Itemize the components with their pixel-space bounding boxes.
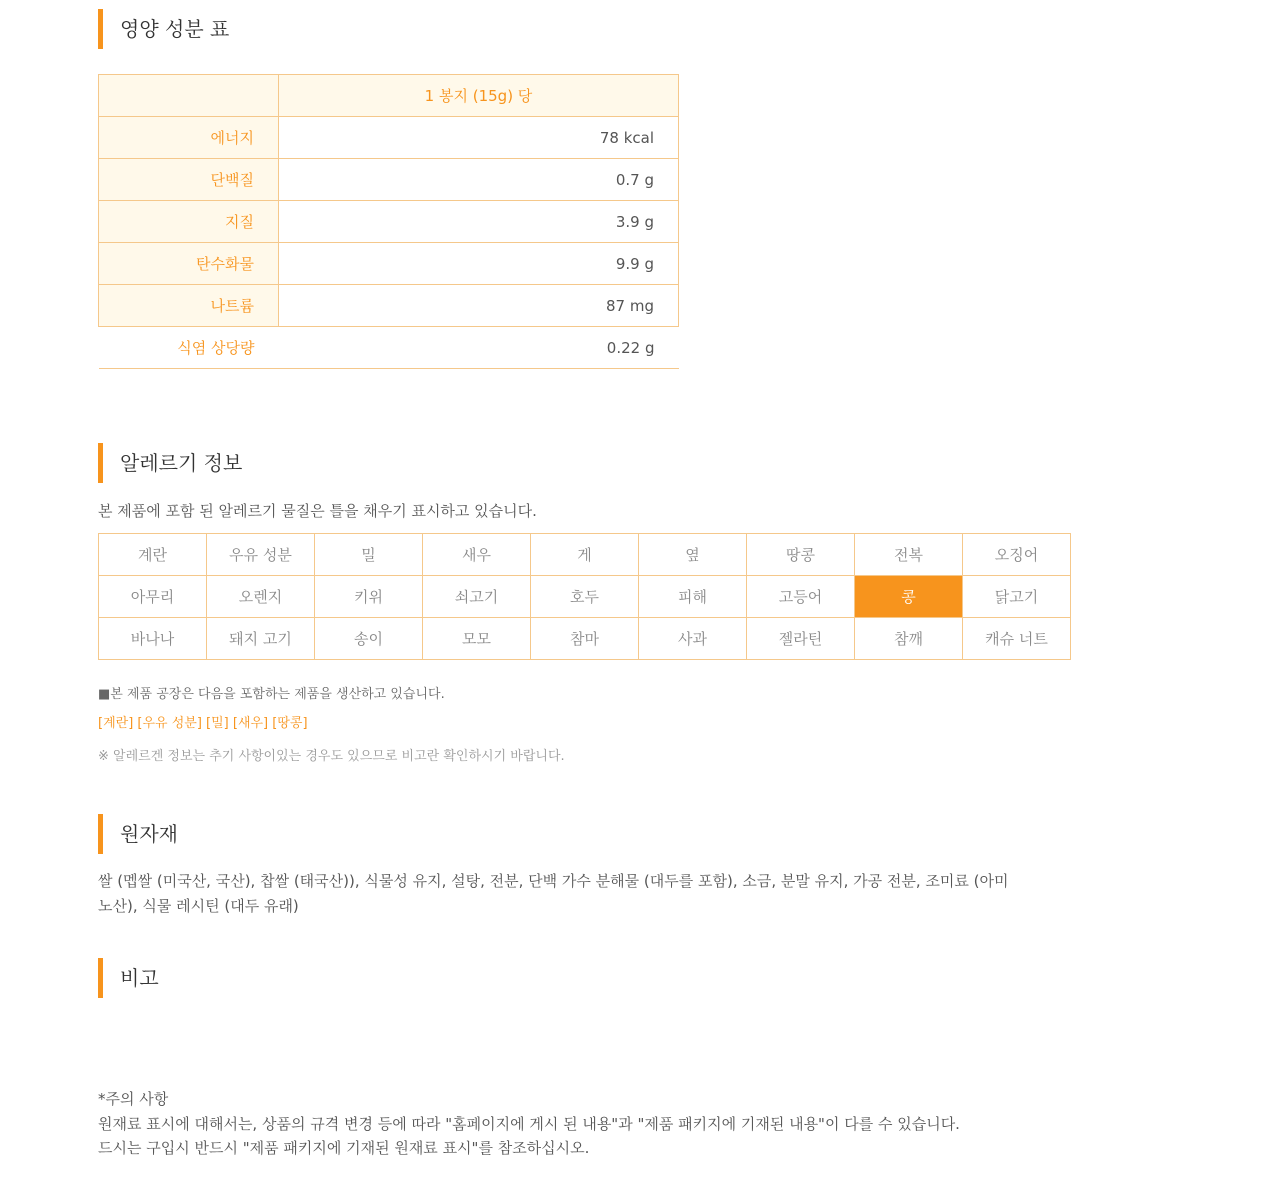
- nutrition-value: 78 kcal: [279, 117, 679, 159]
- ingredients-text-line2: 노산), 식물 레시틴 (대두 유래): [98, 897, 299, 915]
- allergen-cell-highlighted: 콩: [855, 576, 963, 618]
- caution-heading: *주의 사항: [98, 1090, 169, 1108]
- nutrition-header-value: 1 봉지 (15g) 당: [279, 75, 679, 117]
- table-row: [99, 243, 679, 285]
- nutrition-value: 0.7 g: [279, 159, 679, 201]
- allergen-cell: 모모: [423, 618, 531, 660]
- allergen-cell: 옆: [639, 534, 747, 576]
- allergen-cell: 피해: [639, 576, 747, 618]
- factory-note: ■본 제품 공장은 다음을 포함하는 제품을 생산하고 있습니다.: [98, 687, 445, 702]
- allergen-cell: 송이: [315, 618, 423, 660]
- nutrition-label: 탄수화물: [99, 243, 279, 285]
- nutrition-header-label: [99, 75, 279, 117]
- nutrition-label: 나트륨: [99, 285, 279, 327]
- ingredients-section-title: 원자재: [98, 814, 178, 854]
- table-row: [99, 327, 679, 369]
- table-row: [99, 75, 679, 117]
- allergen-cell: 게: [531, 534, 639, 576]
- allergen-cell: 계란: [99, 534, 207, 576]
- allergen-cell: 닭고기: [963, 576, 1071, 618]
- nutrition-value: 0.22 g: [279, 327, 679, 369]
- nutrition-value: 87 mg: [279, 285, 679, 327]
- table-row: [99, 618, 1071, 660]
- allergen-cell: 호두: [531, 576, 639, 618]
- nutrition-label: 에너지: [99, 117, 279, 159]
- allergen-cell: 젤라틴: [747, 618, 855, 660]
- nutrition-table: [98, 74, 679, 369]
- allergen-cell: 우유 성분: [207, 534, 315, 576]
- remarks-section-title: 비고: [98, 958, 159, 998]
- allergen-cell: 전복: [855, 534, 963, 576]
- allergen-cell: 새우: [423, 534, 531, 576]
- table-row: [99, 159, 679, 201]
- allergen-cell: 캐슈 너트: [963, 618, 1071, 660]
- allergen-grid: [98, 533, 1071, 660]
- allergen-cell: 밀: [315, 534, 423, 576]
- factory-items: [계란] [우유 성분] [밀] [새우] [땅콩]: [98, 716, 308, 731]
- allergen-cell: 돼지 고기: [207, 618, 315, 660]
- allergen-cell: 아무리: [99, 576, 207, 618]
- allergen-cell: 바나나: [99, 618, 207, 660]
- nutrition-section-title: 영양 성분 표: [98, 9, 229, 49]
- allergen-cell: 고등어: [747, 576, 855, 618]
- allergen-cell: 참깨: [855, 618, 963, 660]
- nutrition-label: 지질: [99, 201, 279, 243]
- caution-line1: 원재료 표시에 대해서는, 상품의 규격 변경 등에 따라 "홈페이지에 게시 된 내용"과 "제품 패키지에 기재된 내용"이 다를 수 있습니다.: [98, 1115, 960, 1133]
- table-row: [99, 534, 1071, 576]
- allergen-cell: 참마: [531, 618, 639, 660]
- nutrition-value: 9.9 g: [279, 243, 679, 285]
- allergen-cell: 오렌지: [207, 576, 315, 618]
- table-row: [99, 285, 679, 327]
- nutrition-label: 단백질: [99, 159, 279, 201]
- ingredients-text-line1: 쌀 (멥쌀 (미국산, 국산), 찹쌀 (태국산)), 식물성 유지, 설탕, 전분, 단백 가수 분해물 (대두를 포함), 소금, 분말 유지, 가공 전분, 조미료 (아미: [98, 872, 1009, 890]
- allergen-cell: 사과: [639, 618, 747, 660]
- table-row: [99, 576, 1071, 618]
- table-row: [99, 201, 679, 243]
- allergen-cell: 땅콩: [747, 534, 855, 576]
- nutrition-value: 3.9 g: [279, 201, 679, 243]
- allergy-section-title: 알레르기 정보: [98, 443, 242, 483]
- allergen-cell: 쇠고기: [423, 576, 531, 618]
- nutrition-label: 식염 상당량: [99, 327, 279, 369]
- allergy-intro: 본 제품에 포함 된 알레르기 물질은 틀을 채우기 표시하고 있습니다.: [98, 502, 537, 520]
- caution-line2: 드시는 구입시 반드시 "제품 패키지에 기재된 원재료 표시"를 참조하십시오.: [98, 1139, 590, 1157]
- table-row: [99, 117, 679, 159]
- allergen-cell: 키위: [315, 576, 423, 618]
- allergy-footnote: ※ 알레르겐 정보는 추기 사항이있는 경우도 있으므로 비고란 확인하시기 바랍니다.: [98, 749, 565, 764]
- allergen-cell: 오징어: [963, 534, 1071, 576]
